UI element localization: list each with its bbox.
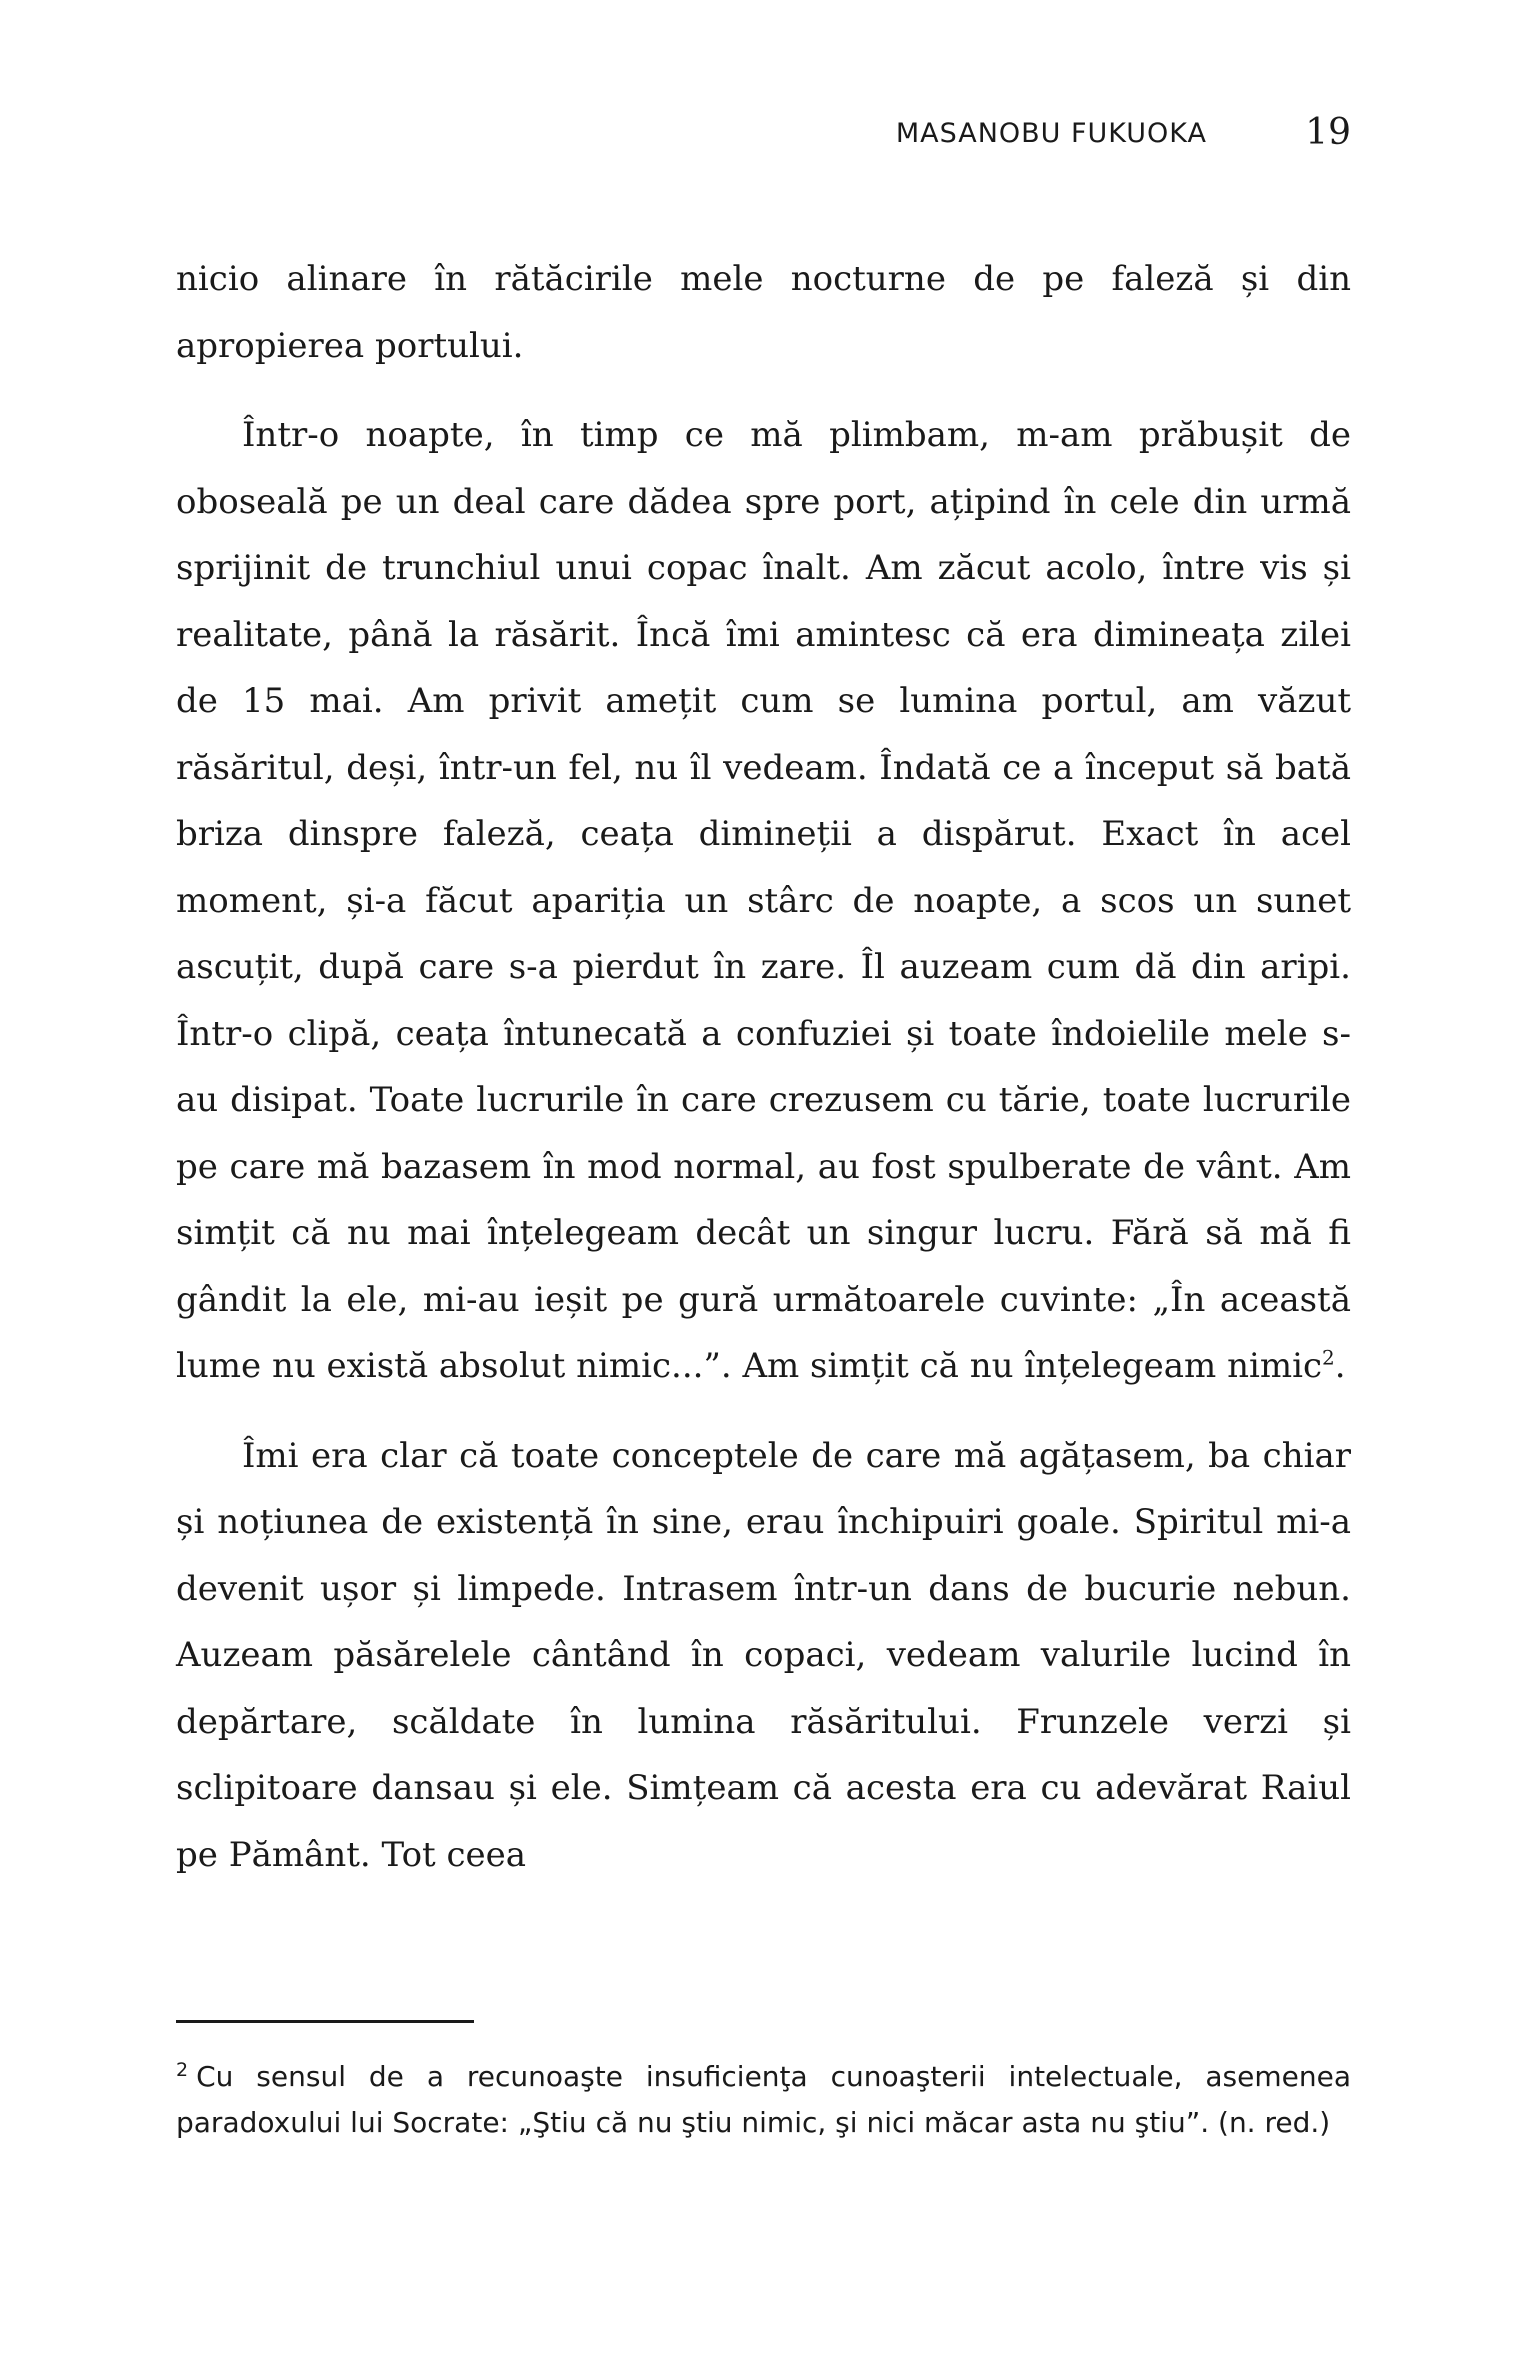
footnote-divider: [176, 2020, 474, 2023]
footnote-reference: 2: [1322, 1345, 1335, 1370]
footnote-number: 2: [176, 2058, 189, 2081]
paragraph-end-punctuation: .: [1334, 1346, 1346, 1386]
paragraph: Îmi era clar că toate conceptele de care mă agățasem, ba chiar și noțiunea de existență în sine, erau închipuiri goale. Spiritul mi-a devenit ușor și limpede. Intrasem într-un dans de bucurie nebun. Auzeam păsărelele cântând în copaci, vedeam valurile lucind în depărtare, scăldate în lumina răsăritului. Frunzele verzi și sclipitoare dansau și ele. Simțeam că acesta era cu adevărat Raiul pe Pământ. Tot ceea: [176, 1435, 1351, 1875]
page-number: 19: [1305, 112, 1351, 153]
footnote-text: Cu sensul de a recunoaşte insuficienţa cunoaşterii intelectuale, asemenea paradoxului lui Socrate: „Ştiu că nu ştiu nimic, şi nici măcar asta nu ştiu”. (n. red.): [176, 2060, 1351, 2139]
running-head: [176, 112, 1351, 160]
paragraph-continued: nicio alinare în rătăcirile mele nocturne de pe faleză și din apropierea portului.: [176, 259, 1351, 366]
paragraph: [176, 402, 1351, 1400]
body-text: [176, 246, 1351, 1888]
paragraph-text: Într-o noapte, în timp ce mă plimbam, m-am prăbușit de oboseală pe un deal care dădea spre port, ațipind în cele din urmă sprijinit de trunchiul unui copac înalt. Am zăcut acolo, între vis și realitate, până la răsărit. Încă îmi amintesc că era dimineața zilei de 15 mai. Am privit amețit cum se lumina portul, am văzut răsăritul, deși, într-un fel, nu îl vedeam. Îndată ce a început să bată briza dinspre faleză, ceața dimineții a dispărut. Exact în acel moment, și-a făcut apariția un stârc de noapte, a scos un sunet ascuțit, după care s-a pierdut în zare. Îl auzeam cum dă din aripi. Într-o clipă, ceața întunecată a confuziei și toate îndoielile mele s-au disipat. Toate lucrurile în care crezusem cu tărie, toate lucrurile pe care mă bazasem în mod normal, au fost spulberate de vânt. Am simțit că nu mai înțelegeam decât un singur lucru. Fără să mă fi gândit la ele, mi-au ieșit pe gură următoarele cuvinte: „În această lume nu există absolut nimic...”. Am simțit că nu înțelegeam nimic: [176, 415, 1351, 1386]
author-name: MASANOBU FUKUOKA: [895, 118, 1207, 149]
footnote: [176, 2054, 1351, 2146]
